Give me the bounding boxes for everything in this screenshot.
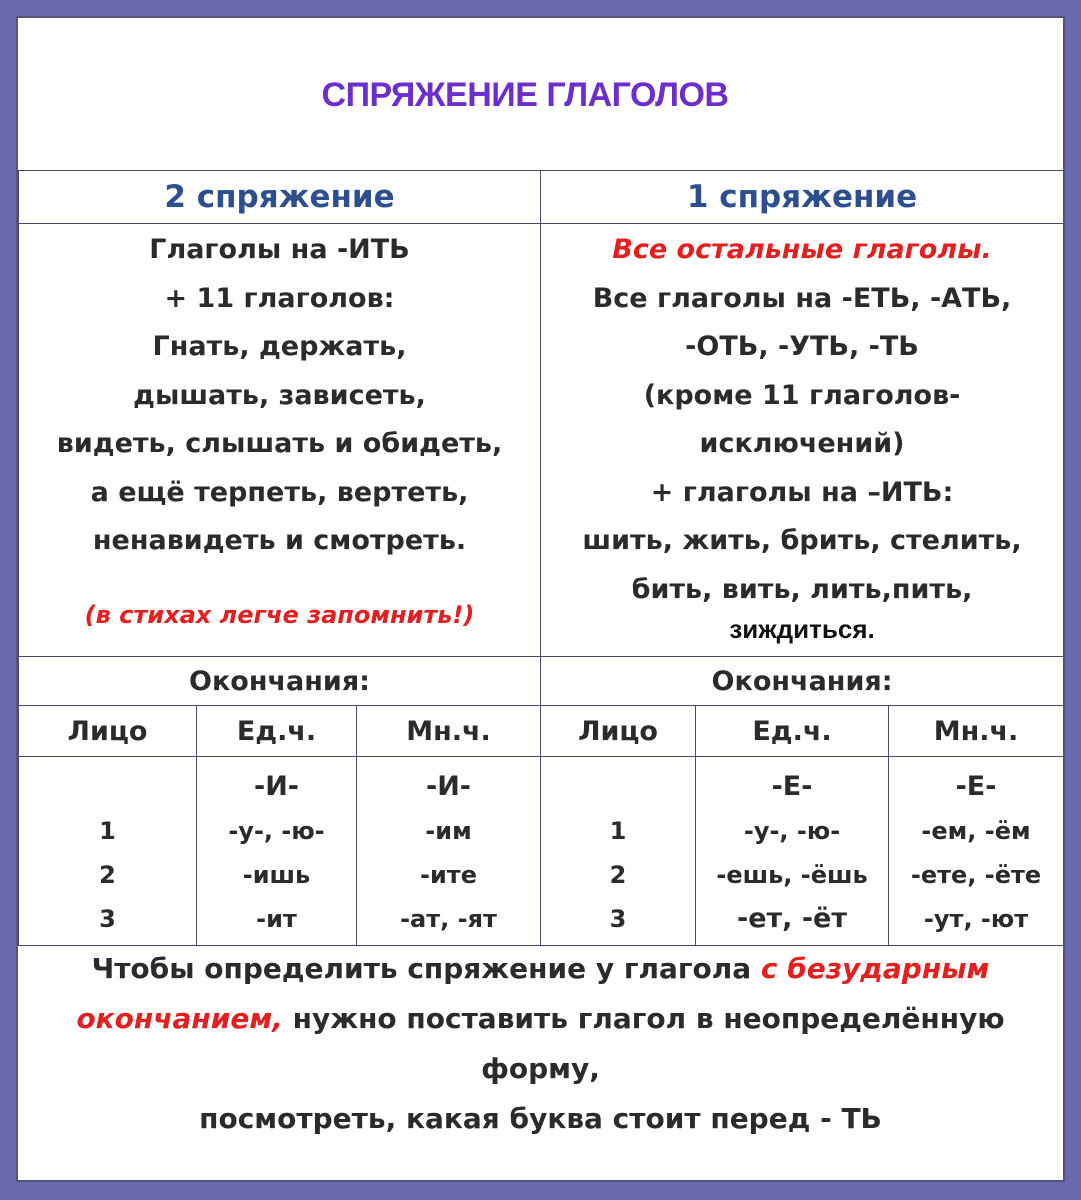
footer-line-1	[18, 944, 1063, 994]
rule-footer	[18, 944, 1063, 1144]
person-number: 1	[99, 817, 116, 845]
desc-line: (кроме 11 глаголов-	[643, 379, 961, 411]
desc-line: Глаголы на -ИТЬ	[149, 234, 410, 265]
desc-line: -ОТЬ, -УТЬ, -ТЬ	[685, 331, 919, 362]
ending: -им	[425, 817, 472, 845]
footer-text: Чтобы определить спряжение у глагола	[91, 952, 761, 985]
desc-line: исключений)	[699, 428, 905, 459]
desc-line: бить, вить, лить,пить,	[631, 573, 973, 605]
ending: -ит	[256, 905, 297, 933]
desc-line: + 11 глаголов:	[164, 282, 395, 314]
conjugation-table	[18, 170, 1064, 946]
first-col-plural: Мн.ч.	[889, 706, 1064, 757]
desc-line: + глаголы на –ИТЬ:	[650, 476, 954, 508]
conjugation-sheet	[16, 16, 1065, 1182]
first-plural-cell	[889, 757, 1064, 946]
second-endings-label: Окончания:	[19, 657, 541, 706]
page-title: СПРЯЖЕНИЕ ГЛАГОЛОВ	[321, 76, 729, 114]
mnemonic-note: (в стихах легче запомнить!)	[84, 600, 475, 629]
second-col-singular: Ед.ч.	[197, 706, 357, 757]
desc-line: дышать, зависеть,	[133, 379, 426, 411]
second-conjugation-description	[19, 224, 541, 657]
ending: -ем, -ём	[921, 817, 1031, 845]
desc-line: ненавидеть и смотреть.	[92, 525, 467, 556]
desc-line: а ещё терпеть, вертеть,	[90, 476, 469, 508]
ending: -ишь	[242, 861, 311, 889]
desc-line: видеть, слышать и обидеть,	[56, 428, 503, 459]
first-col-person: Лицо	[541, 706, 696, 757]
person-number: 3	[609, 905, 627, 933]
second-col-person: Лицо	[19, 706, 197, 757]
desc-line: Гнать, держать,	[152, 331, 407, 362]
footer-line-3: форму,	[481, 1052, 600, 1085]
first-endings-label: Окончания:	[541, 657, 1064, 706]
first-persons-cell	[541, 757, 696, 946]
first-singular-cell	[696, 757, 889, 946]
desc-line: шить, жить, брить, стелить,	[582, 525, 1022, 556]
footer-line-4: посмотреть, какая буква стоит перед - ТЬ	[199, 1102, 882, 1135]
ending: -ат, -ят	[400, 905, 497, 933]
footer-red-text: с безударным	[760, 952, 990, 985]
vowel-marker: -Е-	[955, 771, 997, 802]
person-number: 3	[99, 905, 116, 933]
desc-line-last: зиждиться.	[729, 614, 875, 644]
person-number: 1	[609, 817, 627, 845]
ending: -ите	[420, 861, 477, 889]
second-conjugation-header: 2 спряжение	[19, 171, 541, 224]
ending: -ете, -ёте	[910, 861, 1042, 889]
footer-text: нужно поставить глагол в неопределённую	[282, 1002, 1005, 1035]
second-persons-cell	[19, 757, 197, 946]
second-singular-cell	[197, 757, 357, 946]
ending: -ешь, -ёшь	[716, 861, 868, 889]
vowel-marker: -Е-	[771, 771, 813, 802]
vowel-marker: -И-	[253, 771, 299, 802]
person-number: 2	[99, 861, 116, 889]
first-conjugation-description	[541, 224, 1064, 657]
vowel-marker: -И-	[426, 771, 472, 802]
desc-line: Все глаголы на -ЕТЬ, -АТЬ,	[592, 282, 1012, 314]
desc-red-line: Все остальные глаголы.	[612, 234, 992, 265]
footer-red-text: окончанием,	[76, 1002, 283, 1035]
first-conjugation-header: 1 спряжение	[541, 171, 1064, 224]
ending: -ут, -ют	[923, 905, 1029, 933]
person-number: 2	[609, 861, 627, 889]
ending: -ет, -ёт	[737, 903, 848, 934]
first-col-singular: Ед.ч.	[696, 706, 889, 757]
second-col-plural: Мн.ч.	[357, 706, 541, 757]
ending: -у-, -ю-	[228, 817, 325, 845]
footer-line-2	[18, 994, 1063, 1044]
second-plural-cell	[357, 757, 541, 946]
ending: -у-, -ю-	[743, 817, 841, 845]
